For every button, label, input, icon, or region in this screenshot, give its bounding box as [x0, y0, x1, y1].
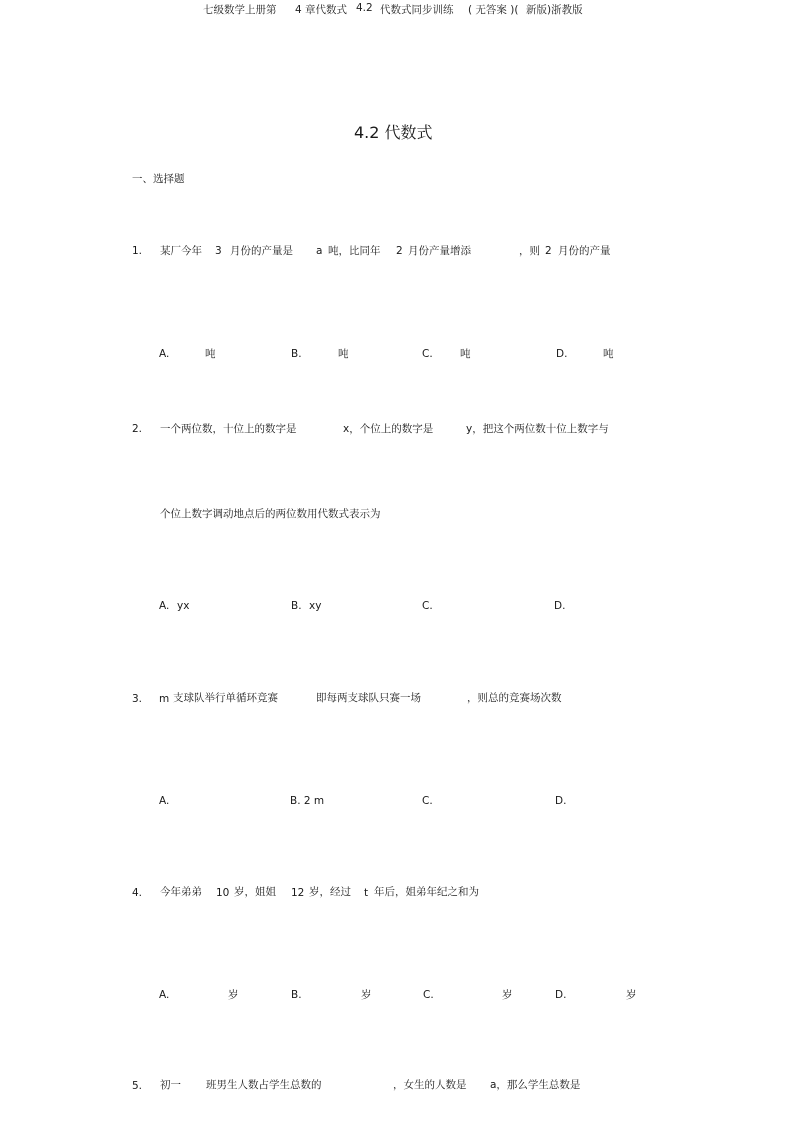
question-text: 岁，经过	[309, 886, 351, 898]
option-text: 岁	[502, 989, 513, 1001]
option-letter[interactable]: B.	[291, 600, 302, 612]
option-letter[interactable]: C.	[422, 348, 433, 360]
question-number: 5.	[132, 1080, 143, 1092]
option-text: 岁	[228, 989, 239, 1001]
question-text: y，把这个两位数十位上数字与	[466, 423, 609, 435]
option-letter[interactable]: D.	[555, 795, 567, 807]
option-letter[interactable]: A.	[159, 348, 170, 360]
question-text: 某厂今年	[160, 245, 202, 257]
option-letter[interactable]: B.	[291, 348, 302, 360]
question-text: ，则	[519, 245, 540, 257]
question-text: ，则总的竞赛场次数	[467, 692, 562, 704]
option-text: 吨	[460, 348, 471, 360]
question-text: 即每两支球队只赛一场	[316, 692, 421, 704]
option-letter[interactable]: D.	[554, 600, 566, 612]
question-text: 岁，姐姐	[234, 886, 276, 898]
question-text: m	[159, 693, 170, 705]
option-letter[interactable]: C.	[423, 989, 434, 1001]
question-text: 2	[545, 245, 552, 257]
option-letter[interactable]: B. 2 m	[290, 795, 325, 807]
question-text-line-2: 个位上数字调动地点后的两位数用代数式表示为	[160, 508, 381, 520]
question-text: 月份产量增添	[408, 245, 471, 257]
question-text: 年后，姐弟年纪之和为	[374, 886, 479, 898]
option-text: yx	[177, 600, 190, 612]
option-text: 岁	[626, 989, 637, 1001]
question-text: a	[316, 245, 323, 257]
question-text: 月份的产量是	[230, 245, 293, 257]
section-heading: 一、选择题	[132, 173, 185, 185]
question-text: 12	[291, 887, 305, 899]
option-letter[interactable]: D.	[555, 989, 567, 1001]
header-part: 七级数学上册第	[203, 4, 277, 16]
question-text: ，女生的人数是	[393, 1079, 467, 1091]
option-letter[interactable]: D.	[556, 348, 568, 360]
question-text: 吨，比同年	[328, 245, 381, 257]
header-part: 4.2	[356, 2, 373, 14]
option-text: 岁	[361, 989, 372, 1001]
option-letter[interactable]: C.	[422, 600, 433, 612]
option-letter[interactable]: B.	[291, 989, 302, 1001]
option-text: 吨	[338, 348, 349, 360]
header-part: 4 章代数式	[295, 4, 348, 16]
option-letter[interactable]: A.	[159, 600, 170, 612]
question-text: a，那么学生总数是	[490, 1079, 581, 1091]
option-text: 吨	[205, 348, 216, 360]
question-text: t	[364, 887, 369, 899]
option-text: xy	[309, 600, 322, 612]
question-number: 4.	[132, 887, 143, 899]
option-letter[interactable]: A.	[159, 989, 170, 1001]
question-number: 3.	[132, 693, 143, 705]
question-text: x，个位上的数字是	[343, 423, 434, 435]
question-text: 3	[215, 245, 222, 257]
option-letter[interactable]: C.	[422, 795, 433, 807]
question-text: 月份的产量	[558, 245, 611, 257]
question-text: 支球队举行单循环竞赛	[173, 692, 278, 704]
option-text: 吨	[603, 348, 614, 360]
question-number: 1.	[132, 245, 143, 257]
question-text: 一个两位数，十位上的数字是	[160, 423, 297, 435]
page-title: 4.2 代数式	[354, 123, 433, 142]
header-part: 新版)浙教版	[526, 4, 583, 16]
option-letter[interactable]: A.	[159, 795, 170, 807]
question-text: 班男生人数占学生总数的	[206, 1079, 322, 1091]
question-text: 10	[216, 887, 230, 899]
question-text: 2	[396, 245, 403, 257]
header-part: 代数式同步训练	[380, 4, 454, 16]
question-text: 今年弟弟	[160, 886, 202, 898]
question-text: 初一	[160, 1079, 181, 1091]
header-part: ( 无答案 )(	[468, 4, 519, 16]
question-number: 2.	[132, 423, 143, 435]
